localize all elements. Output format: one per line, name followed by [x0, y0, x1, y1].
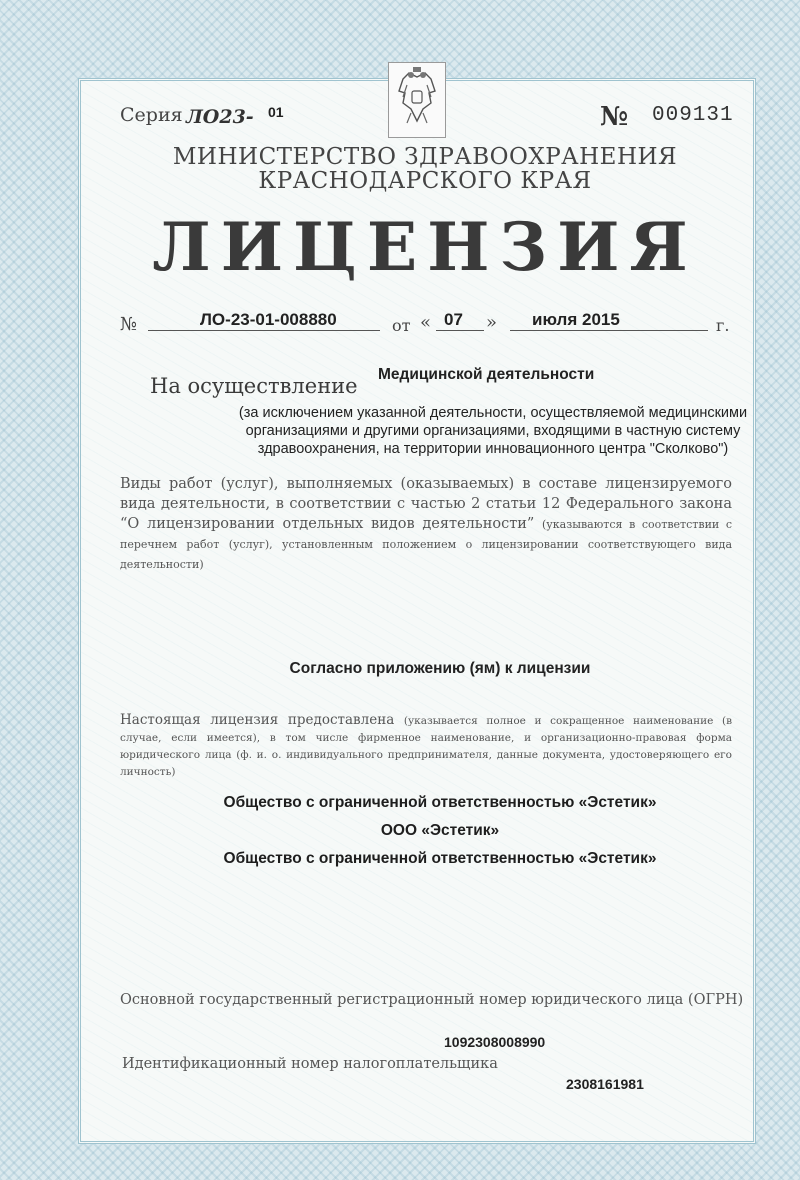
works-text: Виды работ (услуг), выполняемых (оказываемых) в составе лицензируемого вида деятельности, в соответствии с частью 2 статьи 12 Федерального закона “О лицензировании отдельных видов деятельности”	[120, 476, 732, 532]
granted-to-description	[120, 712, 732, 780]
license-number-underline	[148, 330, 380, 331]
ministry-name-line2: КРАСНОДАРСКОГО КРАЯ	[258, 168, 592, 194]
activity-exclusion: (за исключением указанной деятельности, осуществляемой медицинскими организациями и другими организациями, входящими в частную систему здравоохранения, на территории инновационного центра "Сколково")	[238, 405, 748, 457]
inn-label: Идентификационный номер налогоплательщика	[122, 1056, 498, 1072]
series-code: ЛО23-	[186, 106, 254, 128]
form-number: 009131	[652, 104, 734, 127]
ogrn-value: 1092308008990	[444, 1034, 546, 1050]
granted-note: (указывается полное и сокращенное наименование (в случае, если имеется), в том числе фирменное наименование, и организационно-правовая форма юридического лица (ф. и. о. индивидуального предпринимателя, данные документа, удостоверяющего его личность)	[120, 715, 733, 778]
licensed-activity: Медицинской деятельности	[378, 366, 595, 383]
document-title: ЛИЦЕНЗИЯ	[152, 208, 698, 286]
license-month-year: июля 2015	[532, 310, 620, 329]
granted-text: Настоящая лицензия предоставлена	[120, 712, 395, 728]
year-suffix: г.	[716, 316, 730, 335]
date-quote-open: «	[420, 312, 432, 333]
series-label: Серия	[120, 104, 183, 126]
license-number-sign: №	[120, 314, 138, 335]
form-number-sign: №	[600, 102, 629, 132]
month-year-underline	[510, 330, 708, 331]
ogrn-label: Основной государственный регистрационный номер юридического лица (ОГРН)	[120, 992, 744, 1008]
ministry-name-line1: МИНИСТЕРСТВО ЗДРАВООХРАНЕНИЯ	[172, 144, 678, 170]
organization-short-name: ООО «Эстетик»	[380, 822, 500, 839]
day-underline	[436, 330, 484, 331]
inn-value: 2308161981	[566, 1076, 644, 1092]
works-description	[120, 474, 732, 574]
license-from-label: от	[392, 316, 411, 335]
coat-of-arms-icon	[388, 62, 446, 138]
organization-full-name: Общество с ограниченной ответственностью «Эстетик»	[223, 794, 657, 811]
purpose-label: На осуществление	[150, 374, 358, 398]
license-day: 07	[444, 310, 463, 329]
appendix-reference: Согласно приложению (ям) к лицензии	[289, 660, 591, 677]
organization-brand-name: Общество с ограниченной ответственностью «Эстетик»	[223, 850, 657, 867]
works-note: (указываются в соответствии с перечнем работ (услуг), установленным положением о лицензировании соответствующего вида деятельности)	[120, 518, 732, 571]
series-suffix: 01	[268, 104, 284, 120]
date-quote-close: »	[486, 312, 498, 333]
license-number: ЛО-23-01-008880	[200, 310, 337, 329]
